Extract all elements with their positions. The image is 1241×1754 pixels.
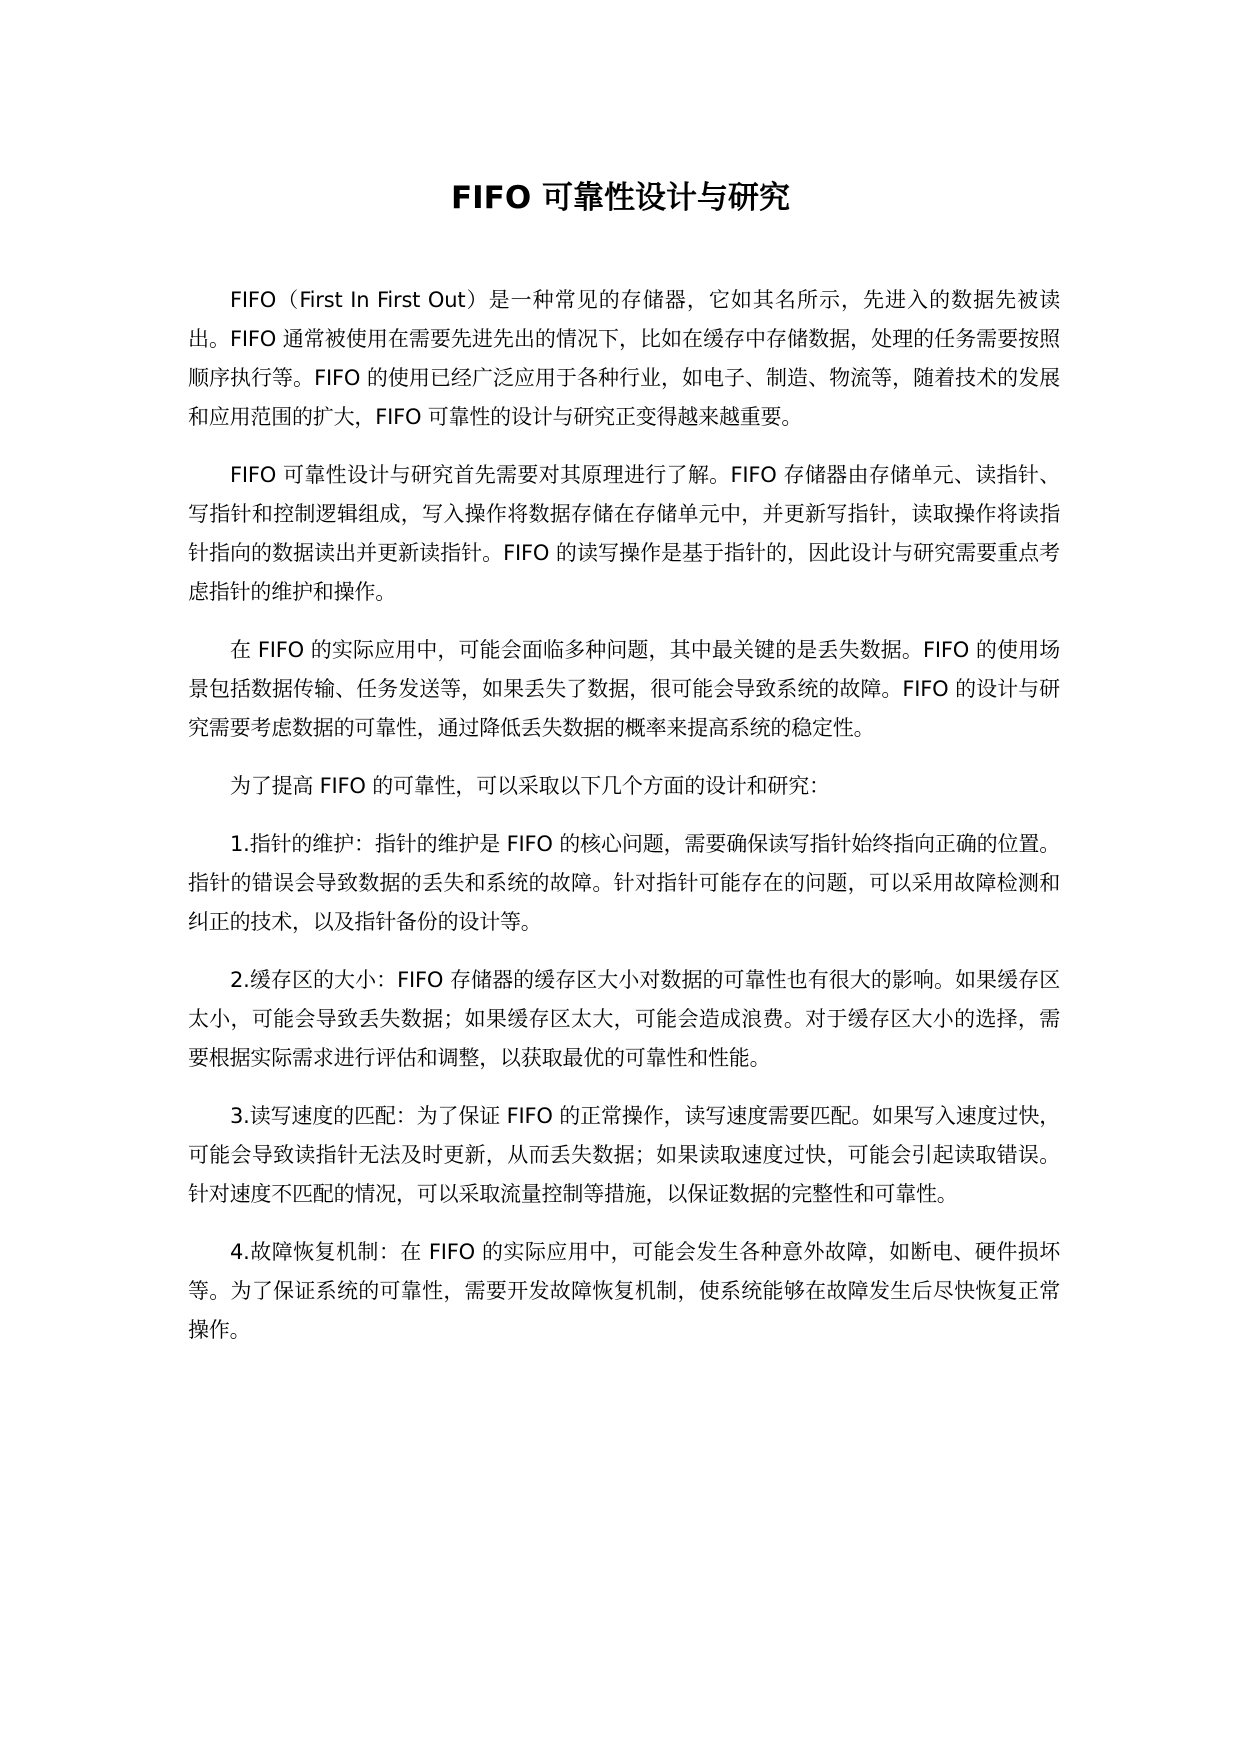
paragraph-intro: FIFO（First In First Out）是一种常见的存储器，它如其名所示，先进入的数据先被读出。FIFO 通常被使用在需要先进先出的情况下，比如在缓存中存储数据，处理的任务需要按照顺序执行等。FIFO 的使用已经广泛应用于各种行业，如电子、制造、物流等，随着技术的发展和应用范围的扩大，FIFO 可靠性的设计与研究正变得越来越重要。 bbox=[188, 288, 1060, 429]
document-body bbox=[188, 281, 1060, 1369]
paragraph-item-3: 3.读写速度的匹配：为了保证 FIFO 的正常操作，读写速度需要匹配。如果写入速度过快，可能会导致读指针无法及时更新，从而丢失数据；如果读取速度过快，可能会引起读取错误。针对速度不匹配的情况，可以采取流量控制等措施，以保证数据的完整性和可靠性。 bbox=[188, 1104, 1060, 1206]
paragraph-item-1: 1.指针的维护：指针的维护是 FIFO 的核心问题，需要确保读写指针始终指向正确的位置。指针的错误会导致数据的丢失和系统的故障。针对指针可能存在的问题，可以采用故障检测和纠正的技术，以及指针备份的设计等。 bbox=[188, 832, 1060, 934]
paragraph-item-2: 2.缓存区的大小：FIFO 存储器的缓存区大小对数据的可靠性也有很大的影响。如果缓存区太小，可能会导致丢失数据；如果缓存区太大，可能会造成浪费。对于缓存区大小的选择，需要根据实际需求进行评估和调整，以获取最优的可靠性和性能。 bbox=[188, 968, 1060, 1070]
paragraph-methods-intro: 为了提高 FIFO 的可靠性，可以采取以下几个方面的设计和研究： bbox=[230, 774, 830, 798]
paragraph-item-4: 4.故障恢复机制：在 FIFO 的实际应用中，可能会发生各种意外故障，如断电、硬件损坏等。为了保证系统的可靠性，需要开发故障恢复机制，使系统能够在故障发生后尽快恢复正常操作。 bbox=[188, 1240, 1060, 1342]
paragraph-problems: 在 FIFO 的实际应用中，可能会面临多种问题，其中最关键的是丢失数据。FIFO 的使用场景包括数据传输、任务发送等，如果丢失了数据，很可能会导致系统的故障。FIFO 的设计与研究需要考虑数据的可靠性，通过降低丢失数据的概率来提高系统的稳定性。 bbox=[188, 638, 1060, 740]
document-title: FIFO 可靠性设计与研究 bbox=[450, 180, 791, 216]
paragraph-principle: FIFO 可靠性设计与研究首先需要对其原理进行了解。FIFO 存储器由存储单元、读指针、写指针和控制逻辑组成，写入操作将数据存储在存储单元中，并更新写指针，读取操作将读指针指向的数据读出并更新读指针。FIFO 的读写操作是基于指针的，因此设计与研究需要重点考虑指针的维护和操作。 bbox=[188, 463, 1060, 604]
